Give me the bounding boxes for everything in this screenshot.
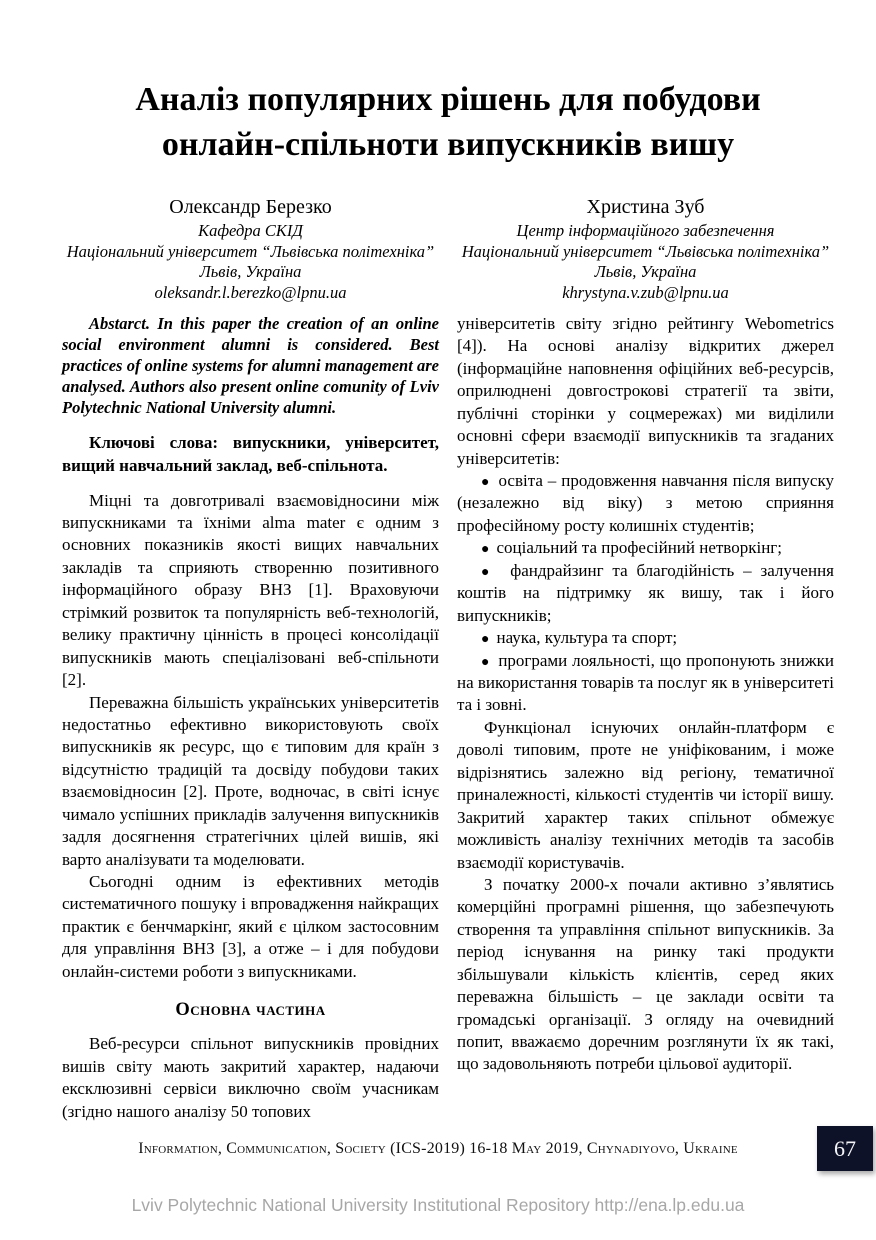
keywords-text: Ключові слова: випускники, університет, вищий навчальний заклад, веб-спільнота. bbox=[62, 433, 439, 475]
two-column-layout bbox=[62, 194, 834, 1123]
author-affiliation-line: Національний університет “Львівська політехніка” bbox=[66, 241, 435, 261]
author-email: oleksandr.l.berezko@lpnu.ua bbox=[154, 283, 347, 303]
body-paragraph: Переважна більшість українських університетів недостатньо ефективно використовують своїх випускників як ресурс, що є типовим для країн з відсутністю традицій та досвіду побудови таких взаємовідносин [2]. Проте, водночас, в світі існує чимало успішних прикладів залучення випускників задля досягнення стратегічних цілей вишів, які варто аналізувати та моделювати. bbox=[62, 692, 439, 869]
right-column bbox=[457, 194, 834, 1123]
page-title: Аналіз популярних рішень для побудови онлайн-спільноти випускників вишу bbox=[135, 81, 761, 163]
interaction-spheres-list bbox=[457, 470, 834, 717]
author-affiliation-line: Національний університет “Львівська політехніка” bbox=[461, 241, 830, 261]
section-heading: Основна частина bbox=[175, 1000, 326, 1021]
footer-repository-line: Lviv Polytechnic National University Institutional Repository http://ena.lp.edu.ua bbox=[131, 1195, 745, 1215]
body-paragraph: університетів світу згідно рейтингу Webometrics [4]). На основі аналізу відкритих джерел (інформаційне наповнення офіційних веб-ресурсів, оприлюднені довгострокові стратегії та звіти, публічні сторінки у соцмережах) ми виділили основні сфери взаємодії випускників та згаданих університетів: bbox=[457, 313, 834, 468]
body-paragraph: Міцні та довготривалі взаємовідносини між випускниками та їхніми alma mater є одним з основних показників якості вищих навчальних закладів та сприяють створенню позитивного інформаційного образу ВНЗ [1]. Враховуючи стрімкий розвиток та популярність веб-технологій, велику практичну цінність в процесі консолідації випускників мають спеціалізовані веб-спільноти [2]. bbox=[62, 490, 439, 690]
author-location: Львів, Україна bbox=[594, 262, 697, 282]
author-affiliation-line: Центр інформаційного забезпечення bbox=[516, 220, 775, 240]
body-paragraph: З початку 2000-х почали активно з’являтись комерційні програмні рішення, що забезпечують створення та управління спільнот випускників. За період існування на ринку такі продукти збільшували кількість клієнтів, серед яких переважна більшість – це заклади освіти та громадські організації. З огляду на очевидний попит, вважаємо доречним розглянути їх як такі, що задовольняють потреби цільової аудиторії. bbox=[457, 874, 834, 1074]
author-name: Олександр Березко bbox=[169, 195, 332, 218]
author-location: Львів, Україна bbox=[199, 262, 302, 282]
bullet-item: ● наука, культура та спорт; bbox=[457, 627, 834, 649]
body-paragraph: Веб-ресурси спільнот випускників провідних вишів світу мають закритий характер, надаючи ексклюзивні сервіси виключно своїм учасникам (згідно нашого аналізу 50 топових bbox=[62, 1034, 439, 1121]
paper-content bbox=[62, 78, 834, 1123]
author-affiliation-line: Кафедра СКІД bbox=[198, 220, 303, 240]
abstract-text: Abstarct. In this paper the creation of an online social environment alumni is considered. Best practices of online systems for alumni management are analysed. Authors also present online comunity of Lviv Polytechnic National University alumni. bbox=[62, 313, 439, 418]
bullet-item: ● соціальний та професійний нетворкінг; bbox=[457, 537, 834, 559]
body-paragraph: Сьогодні одним із ефективних методів систематичного пошуку і впровадження найкращих практик є бенчмаркінг, який є цілком застосовним для управління ВНЗ [3], а отже – і для побудови онлайн-системи роботи з випускниками. bbox=[62, 872, 439, 981]
author-email: khrystyna.v.zub@lpnu.ua bbox=[562, 283, 729, 303]
left-column bbox=[62, 194, 439, 1123]
bullet-item: ● фандрайзинг та благодійність – залучення коштів на підтримку як вишу, так і його випускників; bbox=[457, 560, 834, 627]
author-name: Христина Зуб bbox=[586, 195, 705, 218]
author-block-right bbox=[457, 194, 834, 304]
bullet-item: ● освіта – продовження навчання після випуску (незалежно від віку) з метою сприяння професійному росту колишніх студентів; bbox=[457, 470, 834, 537]
page-number-badge: 67 bbox=[817, 1126, 873, 1171]
body-paragraph: Функціонал існуючих онлайн-платформ є доволі типовим, проте не уніфікованим, і може відрізнятись залежно від регіону, тематичної приналежності, кількості студентів чи історії вишу. Закритий характер таких спільнот обмежує можливість аналізу технічних методів та засобів взаємодії користувачів. bbox=[457, 717, 834, 872]
footer-conference-line: Information, Communication, Society (ICS-2019) 16-18 May 2019, Chynadiyovo, Ukraine bbox=[138, 1140, 738, 1157]
author-block-left bbox=[62, 194, 439, 304]
bullet-item: ● програми лояльності, що пропонують знижки на використання товарів та послуг як в університеті та і зовні. bbox=[457, 650, 834, 717]
